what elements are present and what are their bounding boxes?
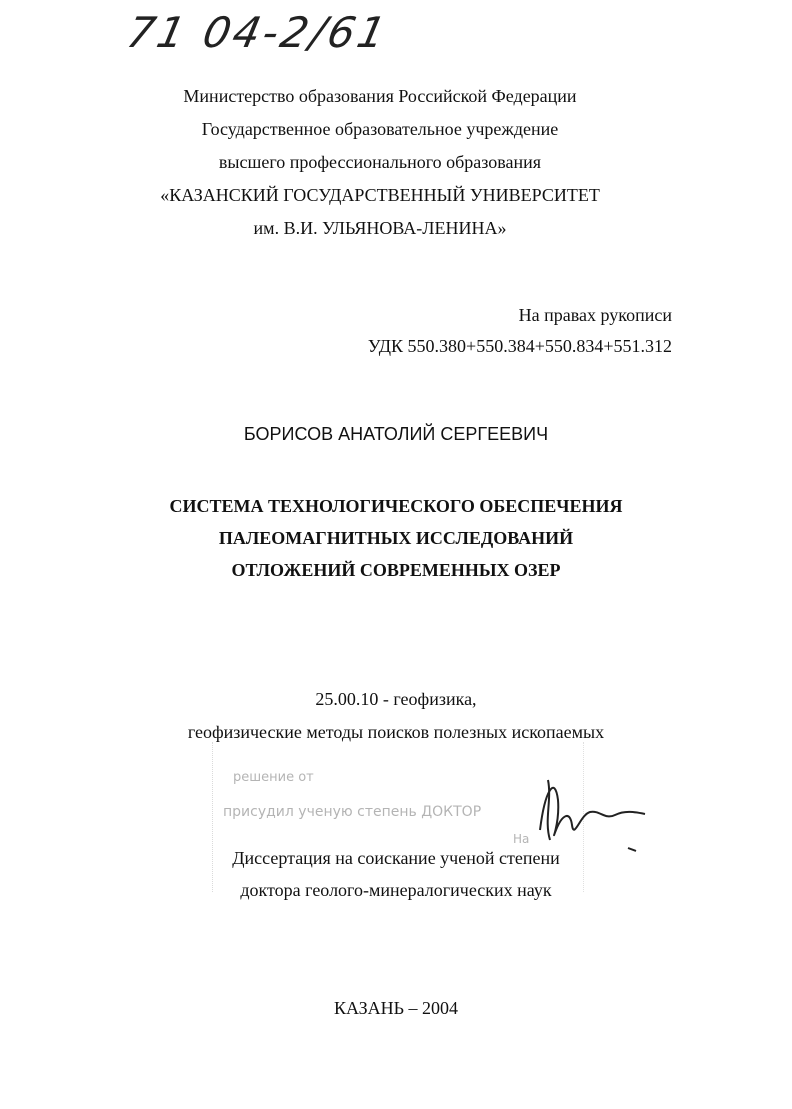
degree-line-1: Диссертация на соискание ученой степени — [232, 848, 560, 868]
education-level-line: высшего профессионального образования — [218, 152, 542, 172]
institution-header — [150, 80, 610, 245]
title-line-3: ОТЛОЖЕНИЙ СОВРЕМЕННЫХ ОЗЕР — [231, 560, 561, 580]
title-line-2: ПАЛЕОМАГНИТНЫХ ИССЛЕДОВАНИЙ — [218, 528, 574, 548]
university-name-line: «КАЗАНСКИЙ ГОСУДАРСТВЕННЫЙ УНИВЕРСИТЕТ — [160, 185, 600, 205]
stamp-line-1: решение от — [233, 770, 314, 785]
handwritten-archive-mark: 71 04-2/61 — [122, 8, 393, 57]
manuscript-rights: На правах рукописи — [518, 305, 672, 325]
degree-line-2: доктора геолого-минералогических наук — [240, 880, 552, 900]
udk-code: УДК 550.380+550.384+550.834+551.312 — [367, 336, 672, 356]
ministry-line: Министерство образования Российской Федерации — [183, 86, 577, 106]
stamp-line-2: присудил ученую степень ДОКТОР — [223, 804, 482, 820]
title-line-1: СИСТЕМА ТЕХНОЛОГИЧЕСКОГО ОБЕСПЕЧЕНИЯ — [169, 496, 623, 516]
university-honorific-line: им. В.И. УЛЬЯНОВА-ЛЕНИНА» — [253, 218, 507, 238]
city-year: КАЗАНЬ – 2004 — [334, 998, 458, 1018]
institution-type-line: Государственное образовательное учреждение — [201, 119, 559, 139]
specialty-code: 25.00.10 - геофизика, — [315, 689, 477, 709]
degree-block — [120, 842, 672, 906]
dissertation-title — [120, 490, 672, 586]
stamp-line-3: На — [513, 832, 530, 846]
specialty-name: геофизические методы поисков полезных ископаемых — [187, 722, 605, 742]
author-name: БОРИСОВ АНАТОЛИЙ СЕРГЕЕВИЧ — [243, 424, 549, 444]
specialty-block — [120, 683, 672, 749]
